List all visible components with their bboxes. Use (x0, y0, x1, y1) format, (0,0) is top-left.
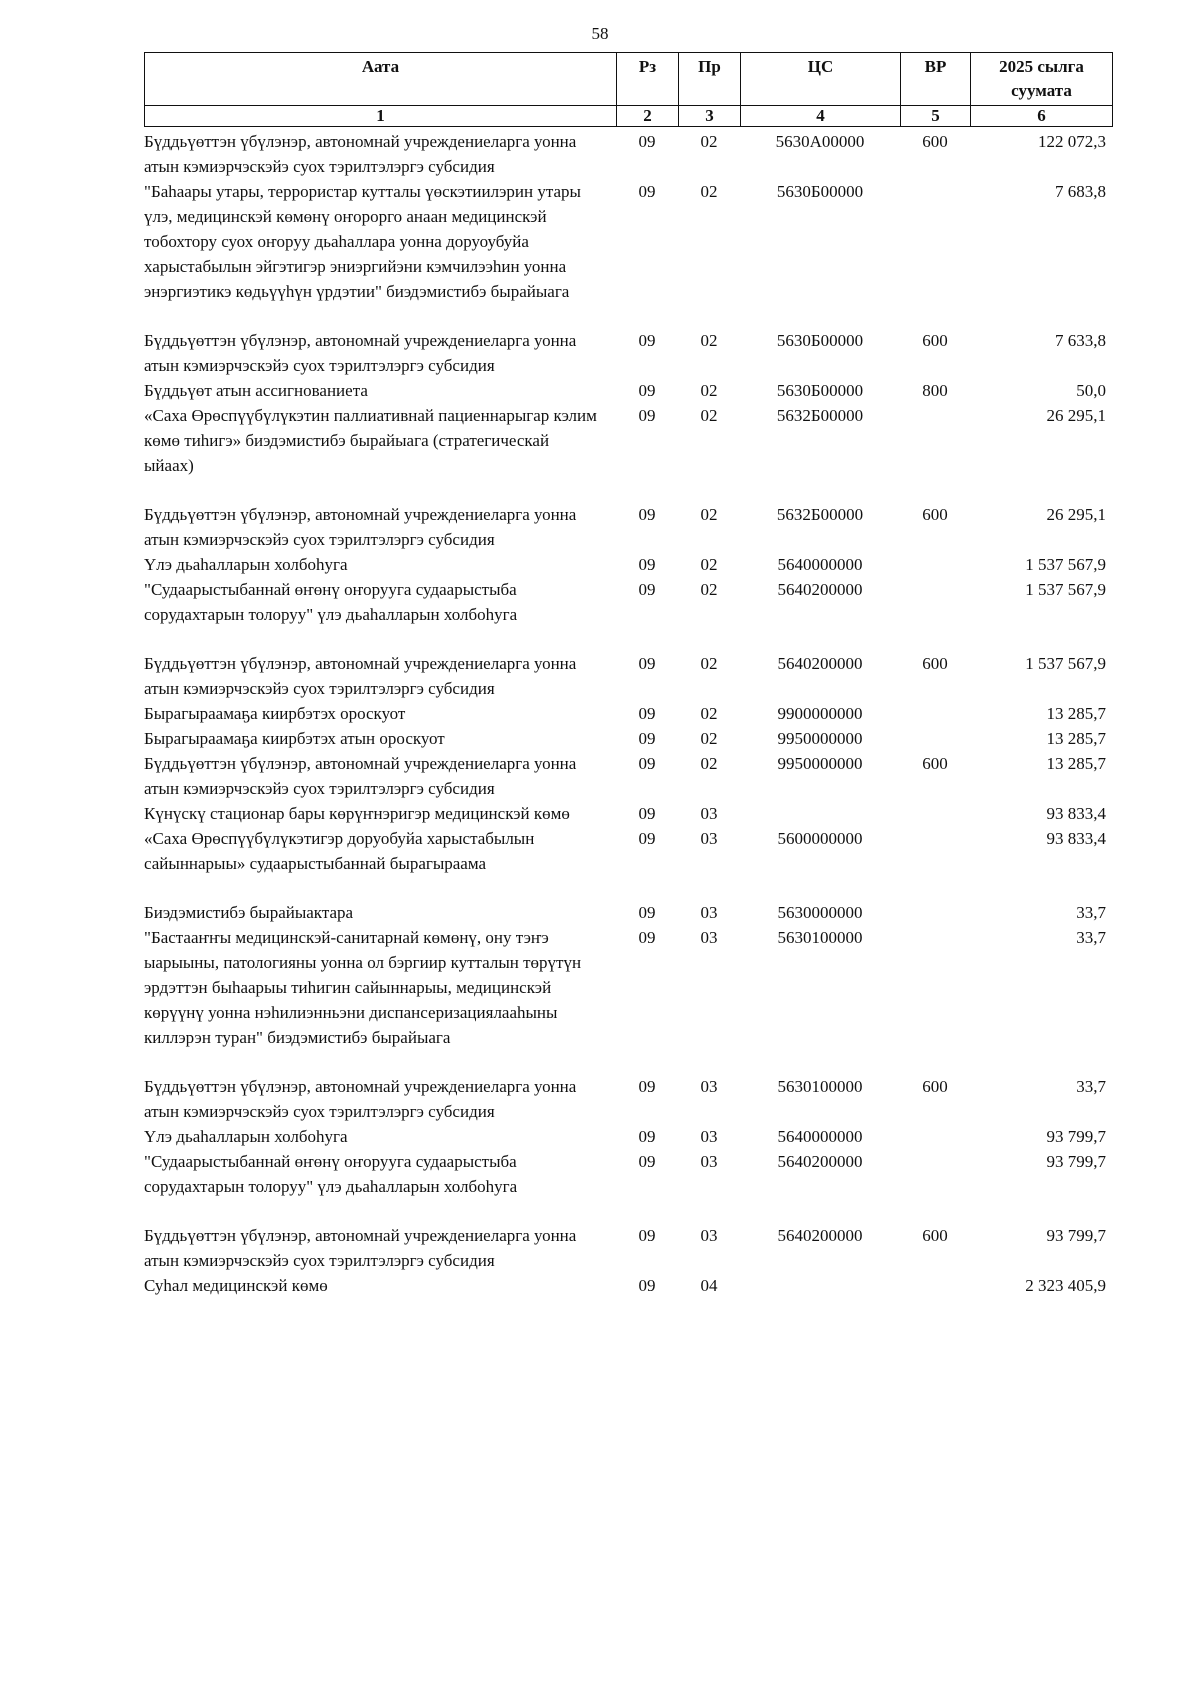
row-rz: 09 (638, 505, 656, 524)
row-name: Бүддьүөттэн үбүлэнэр, автономнай учреждениеларга уонна атын кэмиэрчэскэйэ суох тэрилтэлэргэ субсидия (144, 754, 577, 798)
row-spacer-cell (144, 478, 1112, 502)
row-pr: 03 (700, 804, 718, 823)
row-rz: 09 (638, 132, 656, 151)
row-sum: 93 799,7 (1046, 1226, 1106, 1245)
row-pr: 02 (700, 132, 718, 151)
row-name: Бүддьүөттэн үбүлэнэр, автономнай учреждениеларга уонна атын кэмиэрчэскэйэ суох тэрилтэлэргэ субсидия (144, 1226, 577, 1270)
row-vr: 600 (922, 132, 948, 151)
row-sum: 93 833,4 (1046, 829, 1106, 848)
row-name: Бүддьүөттэн үбүлэнэр, автономнай учреждениеларга уонна атын кэмиэрчэскэйэ суох тэрилтэлэргэ субсидия (144, 1077, 577, 1121)
row-sum: 13 285,7 (1046, 754, 1106, 773)
budget-table (144, 129, 1112, 1298)
row-spacer (144, 1050, 1112, 1074)
row-vr (900, 552, 970, 577)
row-vr: 600 (922, 654, 948, 673)
row-vr: 800 (922, 381, 948, 400)
row-pr: 02 (700, 381, 718, 400)
row-cs: 5600000000 (777, 829, 863, 848)
header-cs: ЦС (741, 53, 901, 106)
row-rz: 09 (638, 182, 656, 201)
row-vr (900, 1273, 970, 1298)
row-rz: 09 (638, 903, 656, 922)
row-vr (900, 726, 970, 751)
row-sum: 2 323 405,9 (1025, 1276, 1106, 1295)
row-name: Бүддьүөт атын ассигнованиета (144, 381, 368, 400)
row-sum: 93 799,7 (1046, 1152, 1106, 1171)
row-rz: 09 (638, 729, 656, 748)
row-rz: 09 (638, 1152, 656, 1171)
table-row (144, 900, 1112, 925)
row-cs (740, 801, 900, 826)
row-sum: 26 295,1 (1046, 406, 1106, 425)
row-vr: 600 (922, 505, 948, 524)
row-spacer (144, 627, 1112, 651)
row-sum: 122 072,3 (1038, 132, 1106, 151)
row-rz: 09 (638, 1077, 656, 1096)
row-cs: 5640200000 (777, 580, 863, 599)
row-sum: 7 683,8 (1055, 182, 1106, 201)
row-cs: 9950000000 (777, 754, 863, 773)
row-vr (900, 900, 970, 925)
header-vr: ВР (901, 53, 971, 106)
row-cs: 5640200000 (777, 654, 863, 673)
row-spacer-cell (144, 627, 1112, 651)
row-cs: 5630Б00000 (776, 331, 864, 350)
page-number: 58 (591, 24, 609, 43)
table-row (144, 726, 1112, 751)
row-name: "Бастааҥҥы медицинскэй-санитарнай көмөнү, ону тэҥэ ыарыыны, патологияны уонна ол бэргиир кутталын төрүтүн эрдэттэн быһаарыы тиһигин сайыннарыы, медицинскэй көрүүнү уонна нэһилиэнньэни диспансеризациялааһыны киллэрэн туран" биэдэмистибэ бырайыага (144, 928, 582, 1047)
row-spacer (144, 876, 1112, 900)
header-rz: Рз (617, 53, 679, 106)
table-row (144, 1273, 1112, 1298)
table-row (144, 701, 1112, 726)
table-row (144, 378, 1112, 403)
row-cs: 5632Б00000 (776, 505, 864, 524)
row-spacer-cell (144, 1199, 1112, 1223)
row-sum: 26 295,1 (1046, 505, 1106, 524)
row-name: Бүддьүөттэн үбүлэнэр, автономнай учреждениеларга уонна атын кэмиэрчэскэйэ суох тэрилтэлэргэ субсидия (144, 331, 577, 375)
table-row (144, 751, 1112, 801)
row-pr: 02 (700, 754, 718, 773)
row-name: Суһал медицинскэй көмө (144, 1276, 328, 1295)
row-rz: 09 (638, 331, 656, 350)
col-number-4: 4 (741, 106, 901, 127)
row-spacer-cell (144, 876, 1112, 900)
row-sum: 13 285,7 (1046, 729, 1106, 748)
row-cs: 5630Б00000 (776, 182, 864, 201)
row-pr: 03 (700, 829, 718, 848)
table-row (144, 129, 1112, 179)
row-sum: 93 799,7 (1046, 1127, 1106, 1146)
row-vr (900, 701, 970, 726)
row-pr: 02 (700, 555, 718, 574)
row-cs: 5632Б00000 (776, 406, 864, 425)
table-row (144, 403, 1112, 478)
row-pr: 02 (700, 182, 718, 201)
table-row (144, 328, 1112, 378)
row-rz: 09 (638, 804, 656, 823)
row-vr (900, 801, 970, 826)
row-cs: 5640200000 (777, 1152, 863, 1171)
row-vr (900, 179, 970, 304)
col-number-2: 2 (617, 106, 679, 127)
row-cs: 5630Б00000 (776, 381, 864, 400)
row-pr: 02 (700, 331, 718, 350)
row-pr: 03 (700, 903, 718, 922)
row-name: Бырагыраамаҕа киирбэтэх ороскуот (144, 704, 406, 723)
row-name: Бүддьүөттэн үбүлэнэр, автономнай учреждениеларга уонна атын кэмиэрчэскэйэ суох тэрилтэлэргэ субсидия (144, 654, 577, 698)
row-pr: 02 (700, 729, 718, 748)
row-pr: 03 (700, 1226, 718, 1245)
col-number-5: 5 (901, 106, 971, 127)
table-row (144, 577, 1112, 627)
row-rz: 09 (638, 406, 656, 425)
row-sum: 7 633,8 (1055, 331, 1106, 350)
table-row (144, 651, 1112, 701)
row-name: «Саха Өрөспүүбүлүкэтин паллиативнай пациеннарыгар кэлим көмө тиһигэ» биэдэмистибэ бырайыага (стратегическай ыйаах) (144, 406, 597, 475)
row-rz: 09 (638, 754, 656, 773)
header-pr: Пр (679, 53, 741, 106)
row-sum: 33,7 (1076, 1077, 1106, 1096)
row-sum: 33,7 (1076, 903, 1106, 922)
row-pr: 02 (700, 704, 718, 723)
row-rz: 09 (638, 580, 656, 599)
row-name: Бүддьүөттэн үбүлэнэр, автономнай учреждениеларга уонна атын кэмиэрчэскэйэ суох тэрилтэлэргэ субсидия (144, 132, 577, 176)
row-name: Күнүскү стационар бары көрүҥнэригэр медицинскэй көмө (144, 804, 570, 823)
row-spacer (144, 478, 1112, 502)
row-cs (740, 1273, 900, 1298)
row-cs: 5640000000 (777, 1127, 863, 1146)
row-sum: 50,0 (1076, 381, 1106, 400)
table-row (144, 1124, 1112, 1149)
row-cs: 5630А00000 (775, 132, 865, 151)
row-name: "Баһаары утары, террористар кутталы үөскэтиилэрин утары үлэ, медицинскэй көмөнү оҥорорго анаан медицинскэй тобохтору суох оҥоруу дьаһаллара уонна доруоубуйа харыстабылын эйгэтигэр эниэргийэни кэмчилээһин уонна энэргиэтикэ көдьүүһүн үрдэтии" биэдэмистибэ бырайыага (144, 182, 581, 301)
row-sum: 1 537 567,9 (1025, 654, 1106, 673)
row-pr: 03 (700, 1152, 718, 1171)
col-number-6: 6 (971, 106, 1113, 127)
row-rz: 09 (638, 928, 656, 947)
row-cs: 5640000000 (777, 555, 863, 574)
row-cs: 5630000000 (777, 903, 863, 922)
row-name: «Саха Өрөспүүбүлүкэтигэр доруобуйа харыстабылын сайыннарыы» судаарыстыбаннай бырагыраама (144, 829, 535, 873)
row-cs: 5630100000 (777, 928, 863, 947)
table-row (144, 179, 1112, 304)
row-cs: 9950000000 (777, 729, 863, 748)
row-spacer-cell (144, 304, 1112, 328)
row-name: Биэдэмистибэ бырайыактара (144, 903, 354, 922)
row-vr (900, 925, 970, 1050)
table-row (144, 1223, 1112, 1273)
row-vr (900, 577, 970, 627)
table-row (144, 801, 1112, 826)
row-name: Үлэ дьаһалларын холбоһуга (144, 555, 348, 574)
col-number-1: 1 (145, 106, 617, 127)
row-vr (900, 826, 970, 876)
row-vr: 600 (922, 1077, 948, 1096)
row-rz: 09 (638, 381, 656, 400)
row-name: Бырагыраамаҕа киирбэтэх атын ороскуот (144, 729, 445, 748)
row-name: Бүддьүөттэн үбүлэнэр, автономнай учреждениеларга уонна атын кэмиэрчэскэйэ суох тэрилтэлэргэ субсидия (144, 505, 577, 549)
row-pr: 04 (700, 1276, 718, 1295)
row-spacer (144, 304, 1112, 328)
row-rz: 09 (638, 1276, 656, 1295)
row-pr: 02 (700, 406, 718, 425)
header-sum: 2025 сылга суумата (971, 53, 1113, 106)
row-cs: 5630100000 (777, 1077, 863, 1096)
row-vr: 600 (922, 331, 948, 350)
row-vr (900, 1124, 970, 1149)
row-pr: 03 (700, 1127, 718, 1146)
row-sum: 1 537 567,9 (1025, 580, 1106, 599)
row-name: "Судаарыстыбаннай өҥөнү оҥорууга судаарыстыба сорудахтарын толоруу" үлэ дьаһалларын холбоһуга (144, 1152, 518, 1196)
row-rz: 09 (638, 704, 656, 723)
row-sum: 1 537 567,9 (1025, 555, 1106, 574)
row-name: Үлэ дьаһалларын холбоһуга (144, 1127, 348, 1146)
row-vr: 600 (922, 754, 948, 773)
header-name: Аата (145, 53, 617, 106)
row-pr: 02 (700, 580, 718, 599)
table-row (144, 1074, 1112, 1124)
row-cs: 5640200000 (777, 1226, 863, 1245)
row-name: "Судаарыстыбаннай өҥөнү оҥорууга судаарыстыба сорудахтарын толоруу" үлэ дьаһалларын холбоһуга (144, 580, 518, 624)
row-rz: 09 (638, 829, 656, 848)
table-row (144, 925, 1112, 1050)
row-pr: 02 (700, 654, 718, 673)
row-vr (900, 1149, 970, 1199)
row-rz: 09 (638, 555, 656, 574)
row-rz: 09 (638, 654, 656, 673)
row-pr: 02 (700, 505, 718, 524)
row-sum: 93 833,4 (1046, 804, 1106, 823)
table-row (144, 1149, 1112, 1199)
row-rz: 09 (638, 1127, 656, 1146)
col-number-3: 3 (679, 106, 741, 127)
table-row (144, 502, 1112, 552)
table-row (144, 552, 1112, 577)
row-sum: 13 285,7 (1046, 704, 1106, 723)
row-vr (900, 403, 970, 478)
table-header (144, 52, 1113, 127)
row-pr: 03 (700, 1077, 718, 1096)
row-vr: 600 (922, 1226, 948, 1245)
row-pr: 03 (700, 928, 718, 947)
row-spacer-cell (144, 1050, 1112, 1074)
row-rz: 09 (638, 1226, 656, 1245)
table-row (144, 826, 1112, 876)
row-cs: 9900000000 (777, 704, 863, 723)
row-sum: 33,7 (1076, 928, 1106, 947)
row-spacer (144, 1199, 1112, 1223)
